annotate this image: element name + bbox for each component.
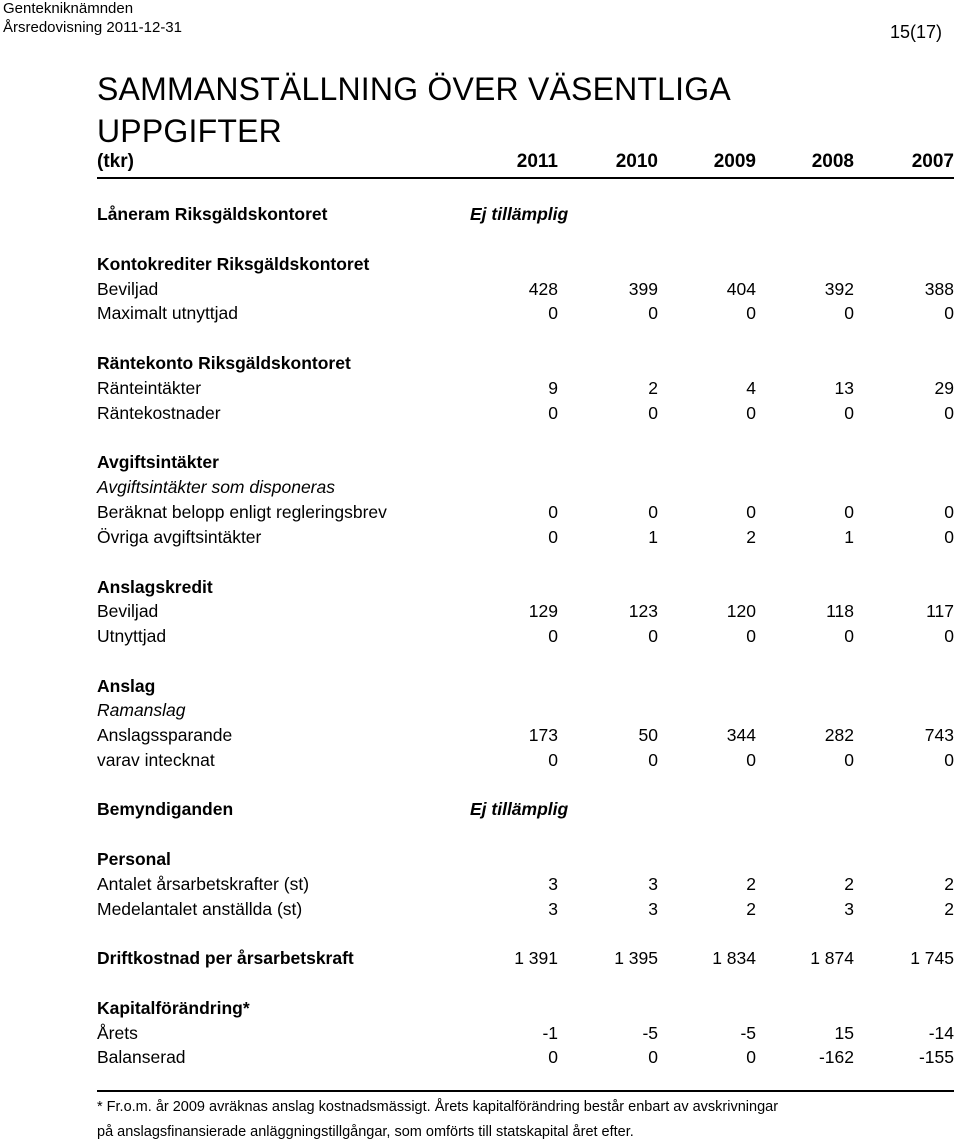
row-label: Ramanslag xyxy=(97,700,186,720)
page-title: SAMMANSTÄLLNING ÖVER VÄSENTLIGA UPPGIFTER xyxy=(97,71,730,149)
table-cell: 173 xyxy=(528,725,558,745)
table-cell: 15 xyxy=(834,1023,854,1043)
row-label: Anslag xyxy=(97,676,156,696)
row-label: Driftkostnad per årsarbetskraft xyxy=(97,948,354,968)
year-header: 2010 xyxy=(615,151,658,172)
table-cell: 399 xyxy=(628,279,658,299)
row-label: Beviljad xyxy=(97,279,159,299)
table-row xyxy=(97,899,954,923)
table-cell: 0 xyxy=(844,750,854,770)
table-row xyxy=(97,948,954,972)
table-cell: 0 xyxy=(648,303,658,323)
table-row xyxy=(97,1023,954,1047)
table-row xyxy=(97,874,954,898)
table-cell: 0 xyxy=(648,403,658,423)
row-label: Beviljad xyxy=(97,601,159,621)
table-cell: 743 xyxy=(924,725,954,745)
table-cell: 2 xyxy=(648,378,658,398)
table-cell: 2 xyxy=(746,527,756,547)
table-cell: 13 xyxy=(834,378,854,398)
row-label: Övriga avgiftsintäkter xyxy=(97,527,262,547)
table-cell: 0 xyxy=(746,303,756,323)
organization-name: Gentekniknämnden xyxy=(3,0,134,17)
table-row xyxy=(97,725,954,749)
table-cell: 1 xyxy=(648,527,658,547)
table-cell: 0 xyxy=(844,502,854,522)
table-cell: 29 xyxy=(934,378,954,398)
year-header: 2007 xyxy=(911,151,954,172)
table-cell: -14 xyxy=(928,1023,954,1043)
table-cell: 0 xyxy=(548,527,558,547)
table-cell: 0 xyxy=(548,626,558,646)
table-row xyxy=(97,849,954,873)
row-label: Avgiftsintäkter xyxy=(97,452,219,472)
table-cell: 118 xyxy=(826,601,854,621)
table-cell: 4 xyxy=(746,378,756,398)
table-row xyxy=(97,750,954,774)
row-label: Utnyttjad xyxy=(97,626,167,646)
table-header xyxy=(97,151,954,179)
row-label: Anslagssparande xyxy=(97,725,233,745)
table-cell: 1 874 xyxy=(810,948,854,968)
table-cell: 2 xyxy=(944,899,954,919)
table-cell: 1 395 xyxy=(614,948,658,968)
table-cell: 3 xyxy=(844,899,854,919)
table-cell: 282 xyxy=(824,725,854,745)
table-cell: 0 xyxy=(844,403,854,423)
row-label: Årets xyxy=(97,1023,138,1043)
table-cell: 0 xyxy=(548,502,558,522)
table-cell: 0 xyxy=(944,303,954,323)
table-cell: 1 834 xyxy=(712,948,756,968)
table-row xyxy=(97,502,954,526)
row-label: Låneram Riksgäldskontoret xyxy=(97,204,328,224)
table-cell: 2 xyxy=(746,874,756,894)
table-row xyxy=(97,353,954,377)
table-cell: 0 xyxy=(944,527,954,547)
table-cell: 0 xyxy=(746,626,756,646)
table-cell: 9 xyxy=(548,378,558,398)
table-cell: 0 xyxy=(944,750,954,770)
table-cell: 0 xyxy=(648,626,658,646)
table-row xyxy=(97,626,954,650)
table-row xyxy=(97,254,954,278)
table-cell: 3 xyxy=(548,899,558,919)
row-label: Medelantalet anställda (st) xyxy=(97,899,303,919)
year-header: 2009 xyxy=(713,151,756,172)
table-row xyxy=(97,527,954,551)
table-row xyxy=(97,676,954,700)
table-cell: 0 xyxy=(548,403,558,423)
table-row xyxy=(97,403,954,427)
table-cell: 0 xyxy=(746,403,756,423)
not-applicable-note: Ej tillämplig xyxy=(470,204,569,224)
table-row xyxy=(97,799,954,823)
table-row xyxy=(97,279,954,303)
row-label: varav intecknat xyxy=(97,750,215,770)
table-row xyxy=(97,204,954,228)
row-label: Räntekonto Riksgäldskontoret xyxy=(97,353,351,373)
table-row xyxy=(97,477,954,501)
table-cell: 0 xyxy=(844,303,854,323)
table-row xyxy=(97,1047,954,1071)
table-row xyxy=(97,378,954,402)
row-label: Beräknat belopp enligt regleringsbrev xyxy=(97,502,387,522)
table-cell: -5 xyxy=(642,1023,658,1043)
row-label: Antalet årsarbetskrafter (st) xyxy=(97,874,310,894)
year-header: 2011 xyxy=(516,151,558,172)
table-cell: 0 xyxy=(746,502,756,522)
table-cell: 129 xyxy=(528,601,558,621)
table-cell: 0 xyxy=(944,502,954,522)
table-row xyxy=(97,452,954,476)
row-label: Bemyndiganden xyxy=(97,799,234,819)
table-cell: -1 xyxy=(542,1023,558,1043)
table-cell: 0 xyxy=(648,750,658,770)
table-cell: 123 xyxy=(628,601,658,621)
table-cell: 0 xyxy=(746,1047,756,1067)
table-row xyxy=(97,601,954,625)
table-cell: 1 745 xyxy=(910,948,954,968)
table-cell: -162 xyxy=(818,1047,854,1067)
table-cell: 3 xyxy=(648,874,658,894)
table-cell: 3 xyxy=(548,874,558,894)
row-label: Anslagskredit xyxy=(97,577,213,597)
row-label: Personal xyxy=(97,849,171,869)
table-cell: 0 xyxy=(844,626,854,646)
year-header: 2008 xyxy=(811,151,854,172)
row-label: Ränteintäkter xyxy=(97,378,202,398)
row-label: Kontokrediter Riksgäldskontoret xyxy=(97,254,370,274)
not-applicable-note: Ej tillämplig xyxy=(470,799,569,819)
table-cell: 428 xyxy=(528,279,558,299)
table-cell: 0 xyxy=(944,626,954,646)
report-title: Årsredovisning 2011-12-31 xyxy=(3,19,182,36)
table-cell: 50 xyxy=(638,725,658,745)
table-cell: 1 391 xyxy=(514,948,558,968)
table-cell: 0 xyxy=(548,750,558,770)
row-label: Avgiftsintäkter som disponeras xyxy=(97,477,335,497)
table-cell: 120 xyxy=(726,601,756,621)
row-label: Räntekostnader xyxy=(97,403,221,423)
table-row xyxy=(97,998,954,1022)
footnote-line: * Fr.o.m. år 2009 avräknas anslag kostnadsmässigt. Årets kapitalförändring består enbart av avskrivningar xyxy=(97,1099,779,1115)
table-cell: 3 xyxy=(648,899,658,919)
row-label: Balanserad xyxy=(97,1047,186,1067)
table-cell: 0 xyxy=(746,750,756,770)
table-row xyxy=(97,700,954,724)
table-cell: -155 xyxy=(918,1047,954,1067)
table-cell: 2 xyxy=(944,874,954,894)
unit-label: (tkr) xyxy=(97,151,134,172)
table-cell: 0 xyxy=(944,403,954,423)
table-row xyxy=(97,303,954,327)
table-cell: 117 xyxy=(926,601,954,621)
table-cell: 404 xyxy=(726,279,756,299)
footnote-divider xyxy=(97,1090,954,1092)
table-row xyxy=(97,577,954,601)
table-cell: 1 xyxy=(844,527,854,547)
page-number: 15(17) xyxy=(889,22,942,42)
table-cell: 0 xyxy=(548,303,558,323)
table-cell: 0 xyxy=(648,502,658,522)
table-cell: 2 xyxy=(844,874,854,894)
table-cell: 392 xyxy=(824,279,854,299)
footnote-line: på anslagsfinansierade anläggningstillgångar, som omförts till statskapital året efter. xyxy=(97,1124,634,1140)
row-label: Maximalt utnyttjad xyxy=(97,303,239,323)
table-cell: 0 xyxy=(548,1047,558,1067)
table-cell: 388 xyxy=(924,279,954,299)
row-label: Kapitalförändring* xyxy=(97,998,250,1018)
table-cell: 0 xyxy=(648,1047,658,1067)
table-cell: -5 xyxy=(740,1023,756,1043)
table-cell: 344 xyxy=(726,725,756,745)
table-cell: 2 xyxy=(746,899,756,919)
